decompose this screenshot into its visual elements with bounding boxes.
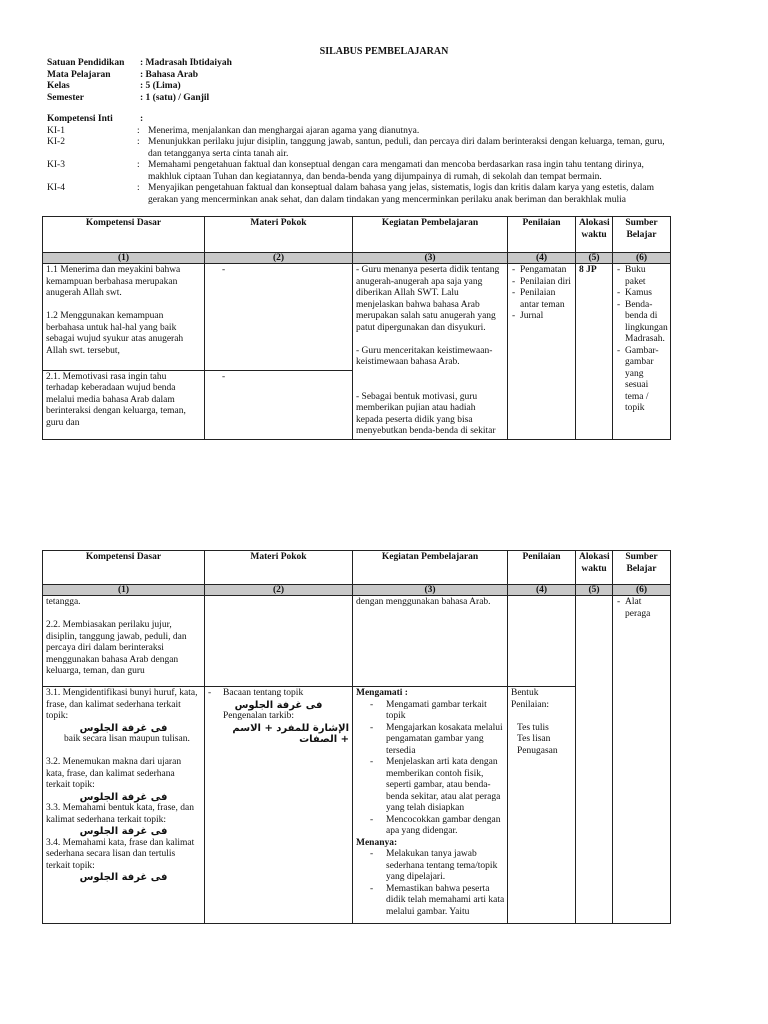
- ki-row: [47, 137, 677, 160]
- header-penilaian: Penilaian: [508, 551, 576, 585]
- header-alokasi-waktu: Alokasi waktu: [576, 551, 613, 585]
- penilaian-cell: [508, 596, 576, 687]
- column-number: (3): [353, 253, 508, 264]
- ki-text: Menunjukkan perilaku jujur disiplin, tanggung jawab, santun, peduli, dan percaya diri dalam berinteraksi dengan keluarga, teman, guru, dan tetangganya serta cinta tanah air.: [148, 137, 665, 159]
- penilaian-heading: Bentuk Penilaian:: [511, 688, 549, 710]
- kegiatan-item: - Mengajarkan kosakata melalui pengamatan gambar yang tersedia: [368, 723, 506, 758]
- table-header-row: [43, 551, 671, 585]
- kegiatan-item: - Guru menanya peserta didik tentang anugerah-anugerah apa saja yang diberikan Allah SWT. Lalu menjelaskan bahwa bahasa Arab merupakan salah satu anugerah yang patut dipergunakan dan disyukuri.: [356, 265, 500, 333]
- column-number: (5): [576, 585, 613, 596]
- table-row: [43, 596, 671, 687]
- ki-row: [47, 160, 677, 183]
- kd-item: tetangga.: [46, 597, 81, 607]
- kd-item: 3.2. Menemukan makna dari ujaran kata, frase, dan kalimat sederhana terkait topik:: [46, 757, 182, 790]
- ki-key: KI-1: [47, 125, 65, 136]
- sumber-item: - Kamus: [616, 288, 667, 300]
- kegiatan-heading: Mengamati :: [356, 688, 408, 698]
- column-number: (4): [508, 253, 576, 264]
- materi-arabic-tarkib: الإشارة للمفرد + الاسم + الصفات: [232, 722, 349, 745]
- header-kompetensi-dasar: Kompetensi Dasar: [43, 551, 205, 585]
- document-title: SILABUS PEMBELAJARAN: [319, 46, 449, 57]
- ki-key: KI-4: [47, 183, 65, 193]
- ki-heading: [47, 114, 677, 126]
- kd-arabic-topic: فى غرفة الجلوس: [79, 826, 168, 837]
- materi-cell: [205, 687, 353, 924]
- penilaian-item: - Pengamatan: [511, 265, 572, 277]
- meta-row: [47, 81, 232, 93]
- table-header-row: [43, 217, 671, 253]
- sumber-item: - Gambar-gambar yang sesuai tema / topik: [616, 346, 667, 415]
- meta-row: [47, 58, 232, 70]
- kegiatan-item: - Mengamati gambar terkait topik: [368, 700, 506, 723]
- sumber-item: - Alat peraga: [616, 597, 667, 620]
- materi-cell: [205, 264, 353, 371]
- penilaian-item: - Penilaian diri: [511, 277, 572, 289]
- syllabus-table-page-2: [42, 550, 671, 924]
- kegiatan-item: - Sebagai bentuk motivasi, guru memberikan pujian atau hadiah kepada peserta didik yang bisa menyebutkan benda-benda di sekitar: [356, 391, 496, 436]
- kd-cell: [43, 687, 205, 924]
- header-sumber-belajar: Sumber Belajar: [613, 551, 671, 585]
- kd-item: 3.4. Memahami kata, frase dan kalimat sederhana secara lisan dan tertulis terkait topik:: [46, 837, 195, 871]
- penilaian-item: - Jurnal: [511, 311, 572, 323]
- kompetensi-inti-block: [47, 114, 677, 206]
- kegiatan-cell: [353, 264, 508, 440]
- kegiatan-cell: [353, 596, 508, 687]
- materi-item: -: [222, 265, 226, 275]
- kd-item: baik secara lisan maupun tulisan.: [64, 734, 190, 744]
- ki-key: KI-2: [47, 137, 65, 147]
- header-alokasi-waktu: Alokasi waktu: [576, 217, 613, 253]
- sumber-item: - Benda-benda di lingkungan Madrasah.: [616, 300, 667, 346]
- column-number: (5): [576, 253, 613, 264]
- syllabus-table-page-1: [42, 216, 671, 440]
- materi-arabic-topic: فى غرفة الجلوس: [234, 699, 323, 711]
- column-number: (2): [205, 585, 353, 596]
- meta-key: Mata Pelajaran: [47, 69, 111, 80]
- kd-cell: [43, 370, 205, 439]
- kegiatan-item: - Guru menceritakan keistimewaan-keistimewaan bahasa Arab.: [356, 345, 493, 367]
- kegiatan-item: dengan menggunakan bahasa Arab.: [356, 597, 491, 607]
- penilaian-item: Penugasan: [517, 745, 558, 756]
- column-number: (1): [43, 253, 205, 264]
- ki-colon: :: [137, 125, 140, 136]
- column-number: (6): [613, 585, 671, 596]
- ki-colon: :: [137, 183, 140, 193]
- ki-text: Menerima, menjalankan dan menghargai ajaran agama yang dianutnya.: [148, 125, 420, 136]
- meta-value: : Madrasah Ibtidaiyah: [140, 58, 232, 68]
- alokasi-cell: 8 JP: [576, 264, 613, 440]
- penilaian-item: Tes tulis: [517, 722, 549, 733]
- ki-colon: :: [137, 137, 140, 147]
- header-sumber-belajar: Sumber Belajar: [613, 217, 671, 253]
- ki-text: Menyajikan pengetahuan faktual dan konseptual dalam bahasa yang jelas, sistematis, logis dan kritis dalam karya yang estetis, dalam gerakan yang mencerminkan anak sehat, dan dalam tindakan yang mencerminkan perilaku anak beriman dan berakhlak mulia: [148, 183, 654, 205]
- ki-heading-colon: :: [140, 114, 144, 124]
- kegiatan-item: - Memastikan bahwa peserta didik telah memahami arti kata melalui gambar. Yaitu: [368, 884, 506, 919]
- kegiatan-item: - Mencocokkan gambar dengan apa yang didengar.: [368, 815, 506, 838]
- identity-block: [47, 58, 232, 104]
- kd-item: 2.2. Membiasakan perilaku jujur, disiplin, tanggung jawab, peduli, dan percaya diri dalam berinteraksi menggunakan bahasa Arab dengan keluarga, teman, dan guru: [46, 620, 187, 676]
- ki-key: KI-3: [47, 160, 65, 170]
- kd-arabic-topic: فى غرفة الجلوس: [79, 722, 168, 734]
- column-number: (4): [508, 585, 576, 596]
- column-number-row: [43, 585, 671, 596]
- materi-label: Bacaan tentang topik: [223, 688, 304, 698]
- ki-colon: :: [137, 160, 140, 170]
- meta-key: Semester: [47, 92, 84, 103]
- ki-heading-label: Kompetensi Inti: [47, 114, 113, 124]
- column-number: (2): [205, 253, 353, 264]
- kegiatan-item: - Menjelaskan arti kata dengan memberikan contoh fisik, seperti gambar, atau benda-benda sekitar, atau alat peraga yang telah disiapkan: [368, 757, 506, 815]
- kd-arabic-topic: فى غرفة الجلوس: [79, 791, 168, 803]
- kd-cell: [43, 264, 205, 371]
- materi-item: -: [222, 371, 226, 382]
- materi-cell: [205, 596, 353, 687]
- penilaian-item: - Penilaian antar teman: [511, 288, 572, 311]
- header-materi-pokok: Materi Pokok: [205, 551, 353, 585]
- sumber-cell: [613, 264, 671, 440]
- meta-key: Kelas: [47, 81, 70, 91]
- penilaian-item: Tes lisan: [517, 734, 551, 744]
- ki-row: [47, 126, 677, 138]
- meta-row: [47, 70, 232, 82]
- meta-value: : Bahasa Arab: [140, 69, 199, 80]
- materi-item: - Bacaan tentang topik: [208, 688, 304, 698]
- header-materi-pokok: Materi Pokok: [205, 217, 353, 253]
- penilaian-cell: [508, 687, 576, 924]
- kegiatan-heading: Menanya:: [356, 837, 398, 848]
- meta-key: Satuan Pendidikan: [47, 58, 125, 68]
- column-number: (3): [353, 585, 508, 596]
- kegiatan-item: - Melakukan tanya jawab sederhana tentang tema/topik yang dipelajari.: [368, 849, 506, 884]
- kd-item: 3.3. Memahami bentuk kata, frase, dan kalimat sederhana terkait topik:: [46, 803, 194, 825]
- header-penilaian: Penilaian: [508, 217, 576, 253]
- kd-item: 1.1 Menerima dan meyakini bahwa kemampuan berbahasa merupakan anugerah Allah swt.: [46, 265, 181, 298]
- sumber-cell: [613, 596, 671, 924]
- alokasi-cell: [576, 596, 613, 924]
- meta-value: : 5 (Lima): [140, 81, 181, 91]
- meta-row: [47, 93, 232, 105]
- kd-cell: [43, 596, 205, 687]
- table-row: [43, 264, 671, 371]
- header-kegiatan: Kegiatan Pembelajaran: [353, 551, 508, 585]
- sumber-item: - Buku paket: [616, 265, 667, 288]
- kd-item: 2.1. Memotivasi rasa ingin tahu terhadap keberadaan wujud benda melalui media bahasa Arab dalam berinteraksi dengan keluarga, teman, guru dan: [46, 371, 186, 428]
- materi-item: Pengenalan tarkib:: [223, 711, 294, 721]
- column-number: (6): [613, 253, 671, 264]
- column-number-row: [43, 253, 671, 264]
- kegiatan-cell: [353, 687, 508, 924]
- ki-text: Memahami pengetahuan faktual dan konseptual dengan cara mengamati dan mencoba berdasarkan rasa ingin tahu tentang dirinya, makhluk ciptaan Tuhan dan kegiatannya, dan benda-benda yang dijumpainya di rumah, di sekolah dan tempat bermain.: [148, 160, 644, 182]
- meta-value: : 1 (satu) / Ganjil: [140, 92, 210, 103]
- kd-item: 1.2 Menggunakan kemampuan berbahasa untuk hal-hal yang baik sebagai wujud syukur atas anugerah Allah swt. tersebut,: [46, 311, 184, 356]
- header-kompetensi-dasar: Kompetensi Dasar: [43, 217, 205, 253]
- column-number: (1): [43, 585, 205, 596]
- penilaian-cell: [508, 264, 576, 440]
- kd-arabic-topic: فى غرفة الجلوس: [79, 872, 168, 883]
- kd-item: 3.1. Mengidentifikasi bunyi huruf, kata, frase, dan kalimat sederhana terkait topik:: [46, 688, 198, 721]
- ki-row: [47, 183, 677, 206]
- materi-cell: [205, 370, 353, 439]
- header-kegiatan: Kegiatan Pembelajaran: [353, 217, 508, 253]
